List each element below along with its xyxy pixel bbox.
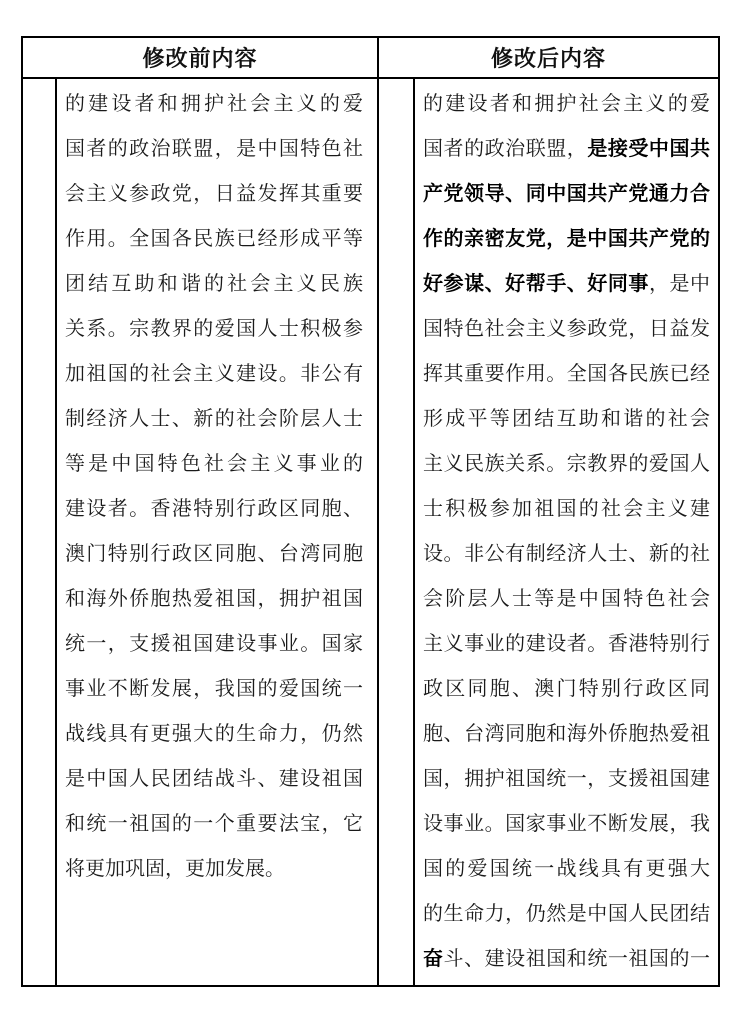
text-line	[65, 757, 363, 802]
text-line	[423, 172, 710, 217]
body-text: 挥其重要作用。全国各民族已经	[423, 363, 710, 385]
inserted-bold-text: 奋	[423, 948, 444, 970]
body-text: 和统一祖国的一个重要法宝，它	[65, 813, 363, 835]
body-text: 和海外侨胞热爱祖国，拥护祖国	[65, 588, 363, 610]
inserted-bold-text: 作的亲密友党，是中国共产党的	[423, 228, 710, 250]
content-cell-after	[415, 79, 718, 985]
text-line	[65, 577, 363, 622]
text-line	[423, 892, 710, 937]
text-line	[65, 487, 363, 532]
body-text: ，是中	[648, 273, 710, 295]
body-text: 澳门特别行政区同胞、台湾同胞	[65, 543, 363, 565]
text-line	[423, 622, 710, 667]
text-line	[423, 352, 710, 397]
text-line	[65, 847, 363, 892]
inserted-bold-text: 产党领导、同中国共产党通力合	[423, 183, 710, 205]
text-line	[65, 127, 363, 172]
text-line	[65, 82, 363, 127]
text-line	[423, 577, 710, 622]
header-after-content: 修改后内容	[490, 46, 606, 71]
body-text: 国，拥护祖国统一，支援祖国建	[423, 768, 710, 790]
text-line	[423, 127, 710, 172]
text-line	[65, 172, 363, 217]
text-line	[423, 82, 710, 127]
content-cell-before	[57, 79, 379, 985]
body-text: 士积极参加祖国的社会主义建	[423, 498, 710, 520]
body-text: 事业不断发展，我国的爱国统一	[65, 678, 363, 700]
revision-comparison-table	[21, 36, 720, 987]
text-line	[65, 442, 363, 487]
body-text: 等是中国特色社会主义事业的	[65, 453, 363, 475]
text-line	[423, 847, 710, 892]
body-text: 国的爱国统一战线具有更强大	[423, 858, 710, 880]
body-text: 政区同胞、澳门特别行政区同	[423, 678, 710, 700]
text-line	[423, 307, 710, 352]
text-line	[423, 667, 710, 712]
text-line	[65, 262, 363, 307]
body-text: 是中国人民团结战斗、建设祖国	[65, 768, 363, 790]
body-text: 设事业。国家事业不断发展，我	[423, 813, 710, 835]
text-line	[423, 442, 710, 487]
body-text: 会主义参政党，日益发挥其重要	[65, 183, 363, 205]
body-text: 主义民族关系。宗教界的爱国人	[423, 453, 710, 475]
body-text: 主义事业的建设者。香港特别行	[423, 633, 710, 655]
text-line	[65, 712, 363, 757]
body-text: 国者的政治联盟，	[423, 138, 588, 160]
text-line	[65, 532, 363, 577]
table-body-row	[23, 79, 718, 985]
body-text: 的建设者和拥护社会主义的爱	[423, 93, 710, 115]
text-line	[423, 217, 710, 262]
body-text: 斗、建设祖国和统一祖国的一	[443, 948, 710, 970]
text-line	[423, 487, 710, 532]
text-line	[423, 802, 710, 847]
inserted-bold-text: 好参谋、好帮手、好同事	[423, 273, 649, 295]
body-text: 战线具有更强大的生命力，仍然	[65, 723, 363, 745]
body-text: 作用。全国各民族已经形成平等	[65, 228, 363, 250]
body-text: 的建设者和拥护社会主义的爱	[65, 93, 363, 115]
text-line	[65, 802, 363, 847]
body-text: 设。非公有制经济人士、新的社	[423, 543, 710, 565]
body-text: 加祖国的社会主义建设。非公有	[65, 363, 363, 385]
body-text: 建设者。香港特别行政区同胞、	[65, 498, 363, 520]
text-line	[423, 262, 710, 307]
inserted-bold-text: 是接受中国共	[587, 138, 710, 160]
body-text: 制经济人士、新的社会阶层人士	[65, 408, 363, 430]
row-number-cell-after	[379, 79, 415, 985]
text-line	[65, 217, 363, 262]
text-line	[65, 397, 363, 442]
body-text: 胞、台湾同胞和海外侨胞热爱祖	[423, 723, 710, 745]
body-text: 将更加巩固，更加发展。	[65, 858, 285, 880]
body-text: 关系。宗教界的爱国人士积极参	[65, 318, 363, 340]
body-text: 的生命力，仍然是中国人民团结	[423, 903, 710, 925]
text-line	[65, 667, 363, 712]
text-line	[423, 757, 710, 802]
text-line	[65, 352, 363, 397]
table-header-row	[23, 38, 718, 79]
body-text: 形成平等团结互助和谐的社会	[423, 408, 710, 430]
text-line	[423, 712, 710, 757]
body-text: 国者的政治联盟，是中国特色社	[65, 138, 363, 160]
body-text: 统一，支援祖国建设事业。国家	[65, 633, 363, 655]
row-number-cell-before	[23, 79, 57, 985]
text-line	[423, 397, 710, 442]
text-line	[65, 622, 363, 667]
body-text: 团结互助和谐的社会主义民族	[65, 273, 363, 295]
body-text: 国特色社会主义参政党，日益发	[423, 318, 710, 340]
body-text: 会阶层人士等是中国特色社会	[423, 588, 710, 610]
text-line	[423, 532, 710, 577]
header-before-content: 修改前内容	[23, 38, 379, 77]
text-line	[65, 307, 363, 352]
text-line	[423, 937, 710, 982]
